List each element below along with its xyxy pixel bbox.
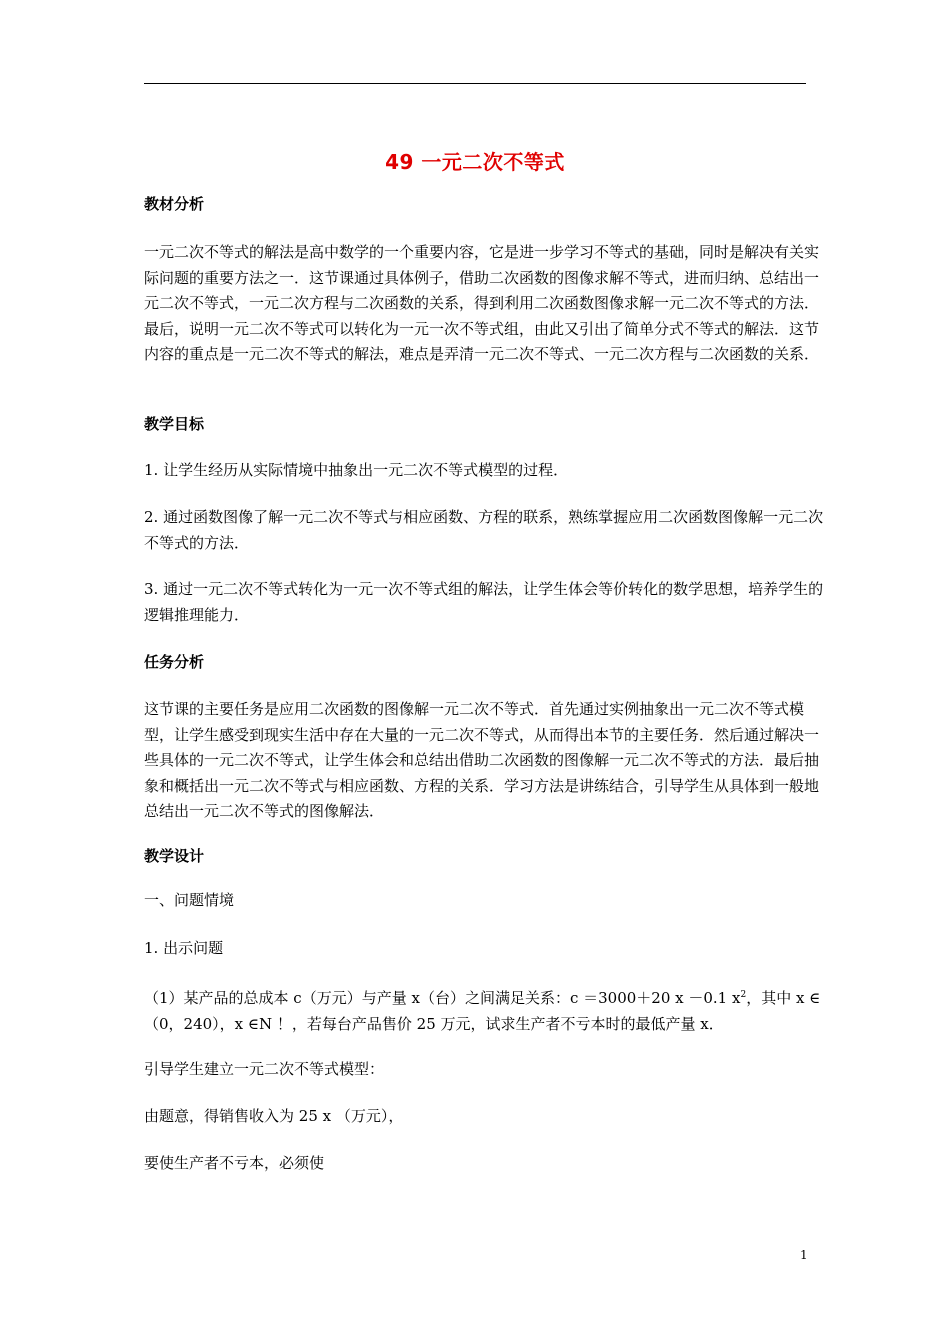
subheading-problem-situation: 一、问题情境 bbox=[144, 891, 235, 909]
document-title: 49 一元二次不等式 bbox=[385, 150, 565, 174]
heading-task-analysis: 任务分析 bbox=[144, 653, 205, 671]
problem-text-b: ，其中 x ∈（0，240），x ∈N ！，若每台产品售价 25 万元，试求生产者不亏本时的最低产量 x． bbox=[144, 989, 821, 1033]
paragraph-task-analysis: 这节课的主要任务是应用二次函数的图像解一元二次不等式．首先通过实例抽象出一元二次不等式模型，让学生感受到现实生活中存在大量的一元二次不等式，从而得出本节的主要任务．然后通过解决一些具体的一元二次不等式，让学生体会和总结出借助二次函数的图像解一元二次不等式的方法．最后抽象和概括出一元二次不等式与相应函数、方程的关系．学习方法是讲练结合，引导学生从具体到一般地总结出一元二次不等式的图像解法． bbox=[144, 700, 820, 820]
heading-textbook-analysis: 教材分析 bbox=[144, 195, 205, 213]
page-number: 1 bbox=[800, 1248, 808, 1262]
income-line: 由题意，得销售收入为 25 x （万元）， bbox=[144, 1107, 404, 1125]
paragraph-textbook-analysis: 一元二次不等式的解法是高中数学的一个重要内容，它是进一步学习不等式的基础，同时是解决有关实际问题的重要方法之一．这节课通过具体例子，借助二次函数的图像求解不等式，进而归纳、总结出一元二次不等式，一元二次方程与二次函数的关系，得到利用二次函数图像求解一元二次不等式的方法．最后，说明一元二次不等式可以转化为一元一次不等式组，由此又引出了简单分式不等式的解法．这节内容的重点是一元二次不等式的解法，难点是弄清一元二次不等式、一元二次方程与二次函数的关系． bbox=[144, 243, 820, 363]
heading-teaching-design: 教学设计 bbox=[144, 847, 205, 865]
exponent-superscript: 2 bbox=[740, 990, 747, 1000]
goal-3: 3. 通过一元二次不等式转化为一元一次不等式组的解法，让学生体会等价转化的数学思想，培养学生的逻辑推理能力． bbox=[144, 580, 824, 624]
heading-teaching-goals: 教学目标 bbox=[144, 415, 205, 433]
guide-line: 引导学生建立一元二次不等式模型： bbox=[144, 1060, 385, 1078]
header-rule bbox=[144, 83, 806, 84]
goal-2: 2. 通过函数图像了解一元二次不等式与相应函数、方程的联系，熟练掌握应用二次函数图像解一元二次不等式的方法． bbox=[144, 508, 824, 552]
subheading-show-problem: 1. 出示问题 bbox=[144, 939, 224, 957]
condition-line: 要使生产者不亏本，必须使 bbox=[144, 1154, 325, 1172]
problem-text-a: （1）某产品的总成本 c（万元）与产量 x（台）之间满足关系：c ＝3000＋20 x －0.1 x bbox=[144, 989, 741, 1007]
goal-1: 1. 让学生经历从实际情境中抽象出一元二次不等式模型的过程． bbox=[144, 461, 569, 479]
problem-statement bbox=[144, 983, 824, 1037]
